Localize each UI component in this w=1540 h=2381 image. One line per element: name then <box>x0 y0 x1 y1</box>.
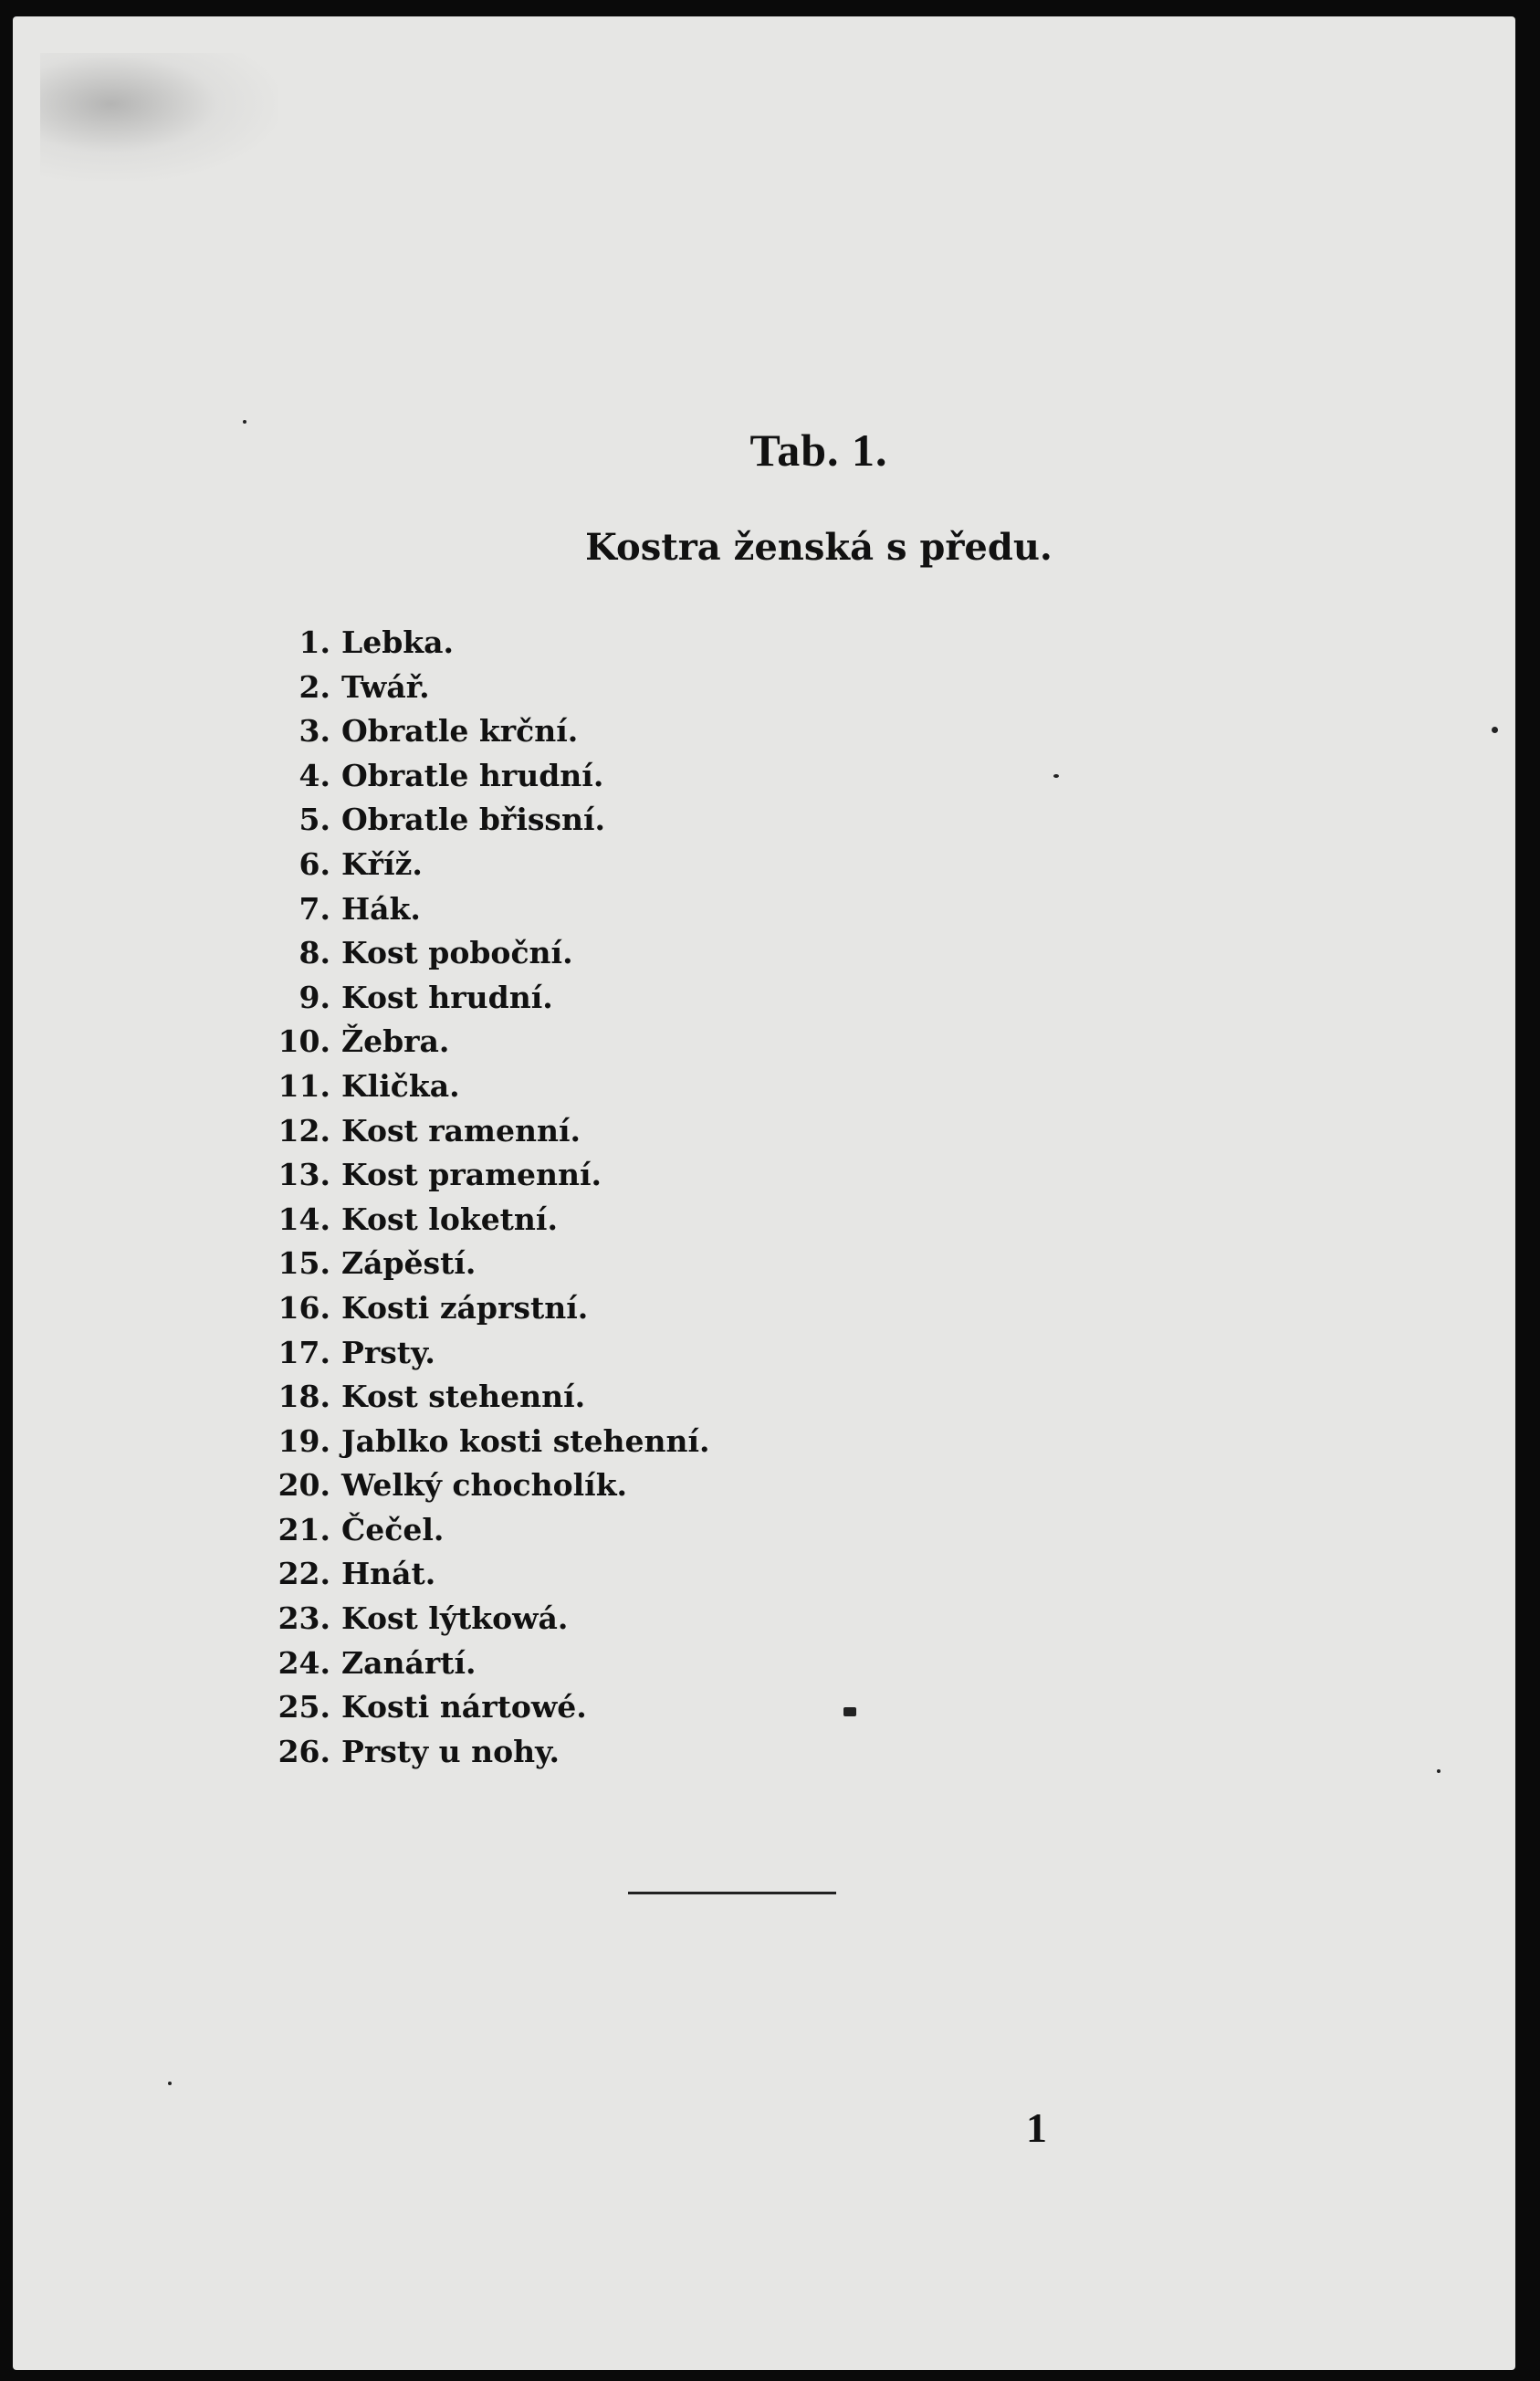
item-number: 4. <box>299 757 330 793</box>
speck-mark <box>1053 774 1059 778</box>
item-label: Kost hrudní. <box>341 979 553 1015</box>
item-number: 8. <box>299 935 330 971</box>
item-label: Hák. <box>341 890 421 927</box>
item-number: 21. <box>278 1511 330 1547</box>
list-item <box>257 931 710 976</box>
item-label: Twář. <box>341 668 430 705</box>
page-subtitle: Kostra ženská s předu. <box>585 526 1053 569</box>
item-number: 7. <box>299 890 330 927</box>
speck-mark <box>1492 727 1498 733</box>
list-item <box>257 666 710 710</box>
list-item <box>257 621 710 666</box>
speck-mark <box>843 1707 856 1716</box>
list-item <box>257 843 710 887</box>
list-item <box>257 1685 710 1730</box>
item-number: 16. <box>278 1289 330 1326</box>
list-item <box>257 1198 710 1243</box>
item-label: Obratle hrudní. <box>341 757 604 793</box>
item-label: Kost poboční. <box>341 935 573 971</box>
item-number: 3. <box>299 713 330 750</box>
item-number: 20. <box>278 1467 330 1504</box>
item-number: 18. <box>278 1379 330 1415</box>
item-label: Kost lýtkowá. <box>341 1600 569 1637</box>
item-number: 14. <box>278 1201 330 1237</box>
item-label: Čečel. <box>341 1511 445 1547</box>
item-label: Zápěstí. <box>341 1245 477 1282</box>
item-number: 24. <box>278 1644 330 1681</box>
book-page <box>13 16 1515 2370</box>
item-number: 15. <box>278 1245 330 1282</box>
item-number: 23. <box>278 1600 330 1637</box>
item-number: 26. <box>278 1733 330 1769</box>
item-label: Zanártí. <box>341 1644 477 1681</box>
item-label: Obratle krční. <box>341 713 579 750</box>
item-label: Obratle břissní. <box>341 802 606 838</box>
list-item <box>257 754 710 799</box>
item-label: Kost loketní. <box>341 1201 558 1237</box>
list-item <box>257 1463 710 1508</box>
divider-rule <box>628 1892 836 1894</box>
item-label: Kříž. <box>341 845 423 882</box>
ink-smudge <box>40 53 278 181</box>
list-item <box>257 1508 710 1553</box>
item-number: 5. <box>299 802 330 838</box>
list-item <box>257 1375 710 1420</box>
page-number: 1 <box>1026 2104 1047 2151</box>
item-label: Lebka. <box>341 624 455 660</box>
list-item <box>257 1109 710 1154</box>
speck-mark <box>1437 1769 1440 1773</box>
item-number: 1. <box>299 624 330 660</box>
item-number: 25. <box>278 1689 330 1725</box>
list-item <box>257 1153 710 1198</box>
item-label: Kosti záprstní. <box>341 1289 589 1326</box>
item-number: 6. <box>299 845 330 882</box>
item-number: 22. <box>278 1556 330 1592</box>
item-label: Kost pramenní. <box>341 1157 602 1193</box>
item-label: Žebra. <box>341 1023 450 1060</box>
item-label: Hnát. <box>341 1556 436 1592</box>
item-label: Jablko kosti stehenní. <box>341 1422 710 1459</box>
item-number: 19. <box>278 1422 330 1459</box>
item-number: 12. <box>278 1112 330 1149</box>
bone-list <box>257 621 710 1774</box>
item-label: Prsty u nohy. <box>341 1733 560 1769</box>
item-number: 9. <box>299 979 330 1015</box>
item-number: 17. <box>278 1334 330 1370</box>
list-item <box>257 887 710 932</box>
list-item <box>257 1642 710 1686</box>
speck-mark <box>168 2082 172 2085</box>
item-label: Prsty. <box>341 1334 435 1370</box>
list-item <box>257 1331 710 1376</box>
page-title: Tab. 1. <box>749 425 888 476</box>
list-item <box>257 976 710 1021</box>
list-item <box>257 1552 710 1597</box>
item-number: 11. <box>278 1067 330 1104</box>
list-item <box>257 1020 710 1065</box>
item-label: Kost ramenní. <box>341 1112 581 1149</box>
list-item <box>257 1286 710 1331</box>
list-item <box>257 1597 710 1642</box>
item-label: Klička. <box>341 1067 460 1104</box>
item-label: Kost stehenní. <box>341 1379 586 1415</box>
list-item <box>257 798 710 843</box>
list-item <box>257 1065 710 1109</box>
item-label: Kosti nártowé. <box>341 1689 587 1725</box>
list-item <box>257 1420 710 1464</box>
list-item <box>257 1242 710 1286</box>
list-item <box>257 1730 710 1775</box>
list-item <box>257 709 710 754</box>
item-label: Welký chocholík. <box>341 1467 628 1504</box>
item-number: 2. <box>299 668 330 705</box>
item-number: 13. <box>278 1157 330 1193</box>
item-number: 10. <box>278 1023 330 1060</box>
